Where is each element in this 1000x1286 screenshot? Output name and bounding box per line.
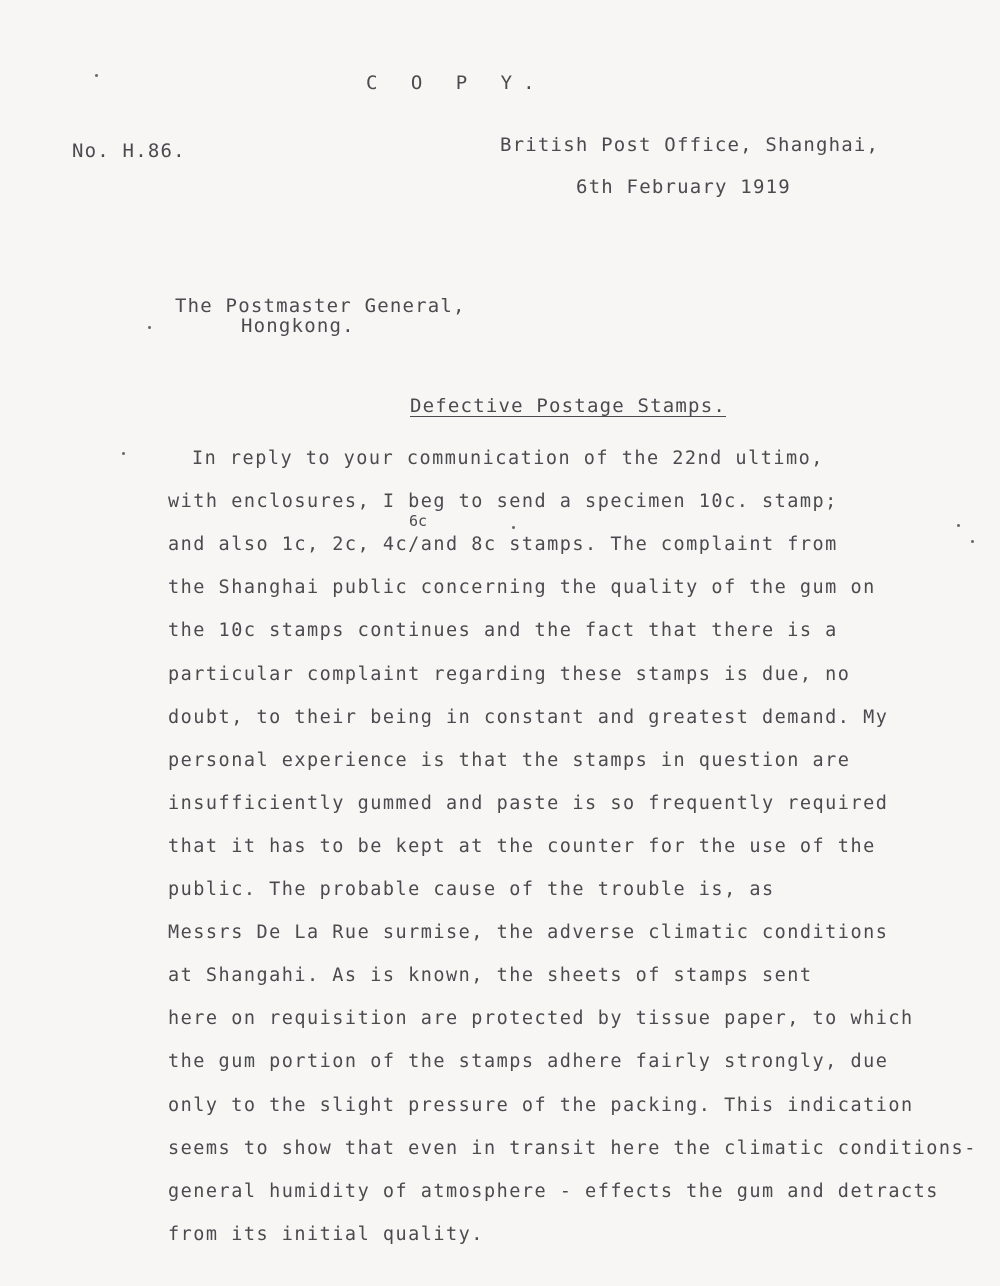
body-line: particular complaint regarding these stamps is due, no [168, 664, 851, 685]
copy-heading: C O P Y. [366, 72, 546, 94]
subject-heading: Defective Postage Stamps. [410, 395, 726, 417]
body-line: doubt, to their being in constant and greatest demand. My [168, 707, 889, 728]
body-line: personal experience is that the stamps in question are [168, 750, 851, 771]
letter-date: 6th February 1919 [576, 176, 791, 198]
paper-speck [971, 540, 974, 543]
body-line: In reply to your communication of the 22nd ultimo, [192, 448, 824, 469]
body-line: public. The probable cause of the trouble is, as [168, 879, 775, 900]
paper-speck [122, 452, 125, 455]
addressee-line-2: Hongkong. [241, 315, 355, 337]
reference-number: No. H.86. [72, 140, 186, 162]
body-line: general humidity of atmosphere - effects the gum and detracts [168, 1181, 939, 1202]
body-line: insufficiently gummed and paste is so frequently required [168, 793, 889, 814]
body-line: from its initial quality. [168, 1224, 484, 1245]
body-line: here on requisition are protected by tissue paper, to which [168, 1008, 914, 1029]
paper-speck [512, 526, 515, 529]
body-line: Messrs De La Rue surmise, the adverse climatic conditions [168, 922, 889, 943]
body-line: and also 1c, 2c, 4c/and 8c stamps. The complaint from [168, 534, 838, 555]
sender-office: British Post Office, Shanghai, [500, 134, 880, 156]
paper-speck [148, 326, 151, 329]
body-line: the gum portion of the stamps adhere fairly strongly, due [168, 1051, 889, 1072]
body-line: only to the slight pressure of the packing. This indication [168, 1095, 914, 1116]
body-line: seems to show that even in transit here the climatic conditions- [168, 1138, 977, 1159]
handwritten-insertion: 6c [409, 512, 428, 530]
addressee-line-1: The Postmaster General, [175, 295, 466, 317]
paper-speck [957, 524, 960, 527]
body-line: at Shangahi. As is known, the sheets of stamps sent [168, 965, 813, 986]
body-line: that it has to be kept at the counter for the use of the [168, 836, 876, 857]
body-line: the 10c stamps continues and the fact that there is a [168, 620, 838, 641]
body-line: with enclosures, I beg to send a specimen 10c. stamp; [168, 491, 838, 512]
body-line: the Shanghai public concerning the quality of the gum on [168, 577, 876, 598]
paper-speck [95, 74, 98, 77]
